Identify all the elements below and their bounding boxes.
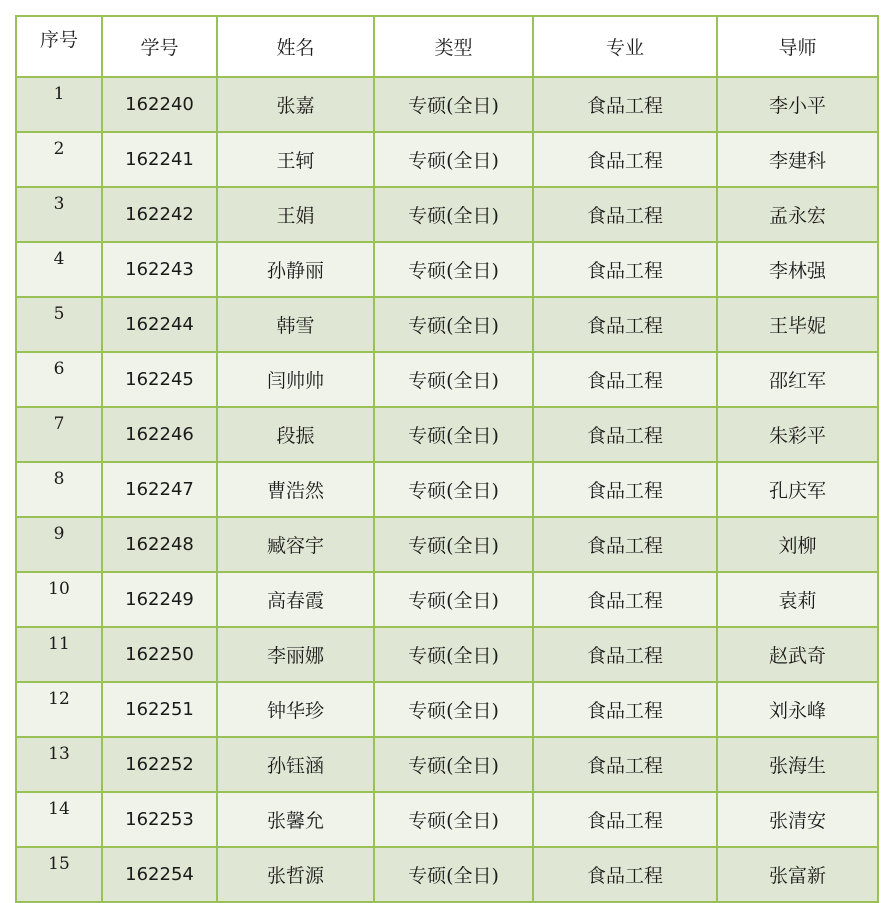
type-cell: 专硕(全日) xyxy=(374,407,533,462)
advisor-cell: 李建科 xyxy=(717,132,878,187)
type-cell: 专硕(全日) xyxy=(374,517,533,572)
table-row xyxy=(16,352,878,407)
header-cell-type: 类型 xyxy=(374,16,533,77)
student-id-cell: 162241 xyxy=(102,132,217,187)
table-row xyxy=(16,407,878,462)
seq-cell: 6 xyxy=(16,352,102,407)
advisor-cell: 刘柳 xyxy=(717,517,878,572)
student-id-cell: 162242 xyxy=(102,187,217,242)
type-cell: 专硕(全日) xyxy=(374,352,533,407)
major-cell: 食品工程 xyxy=(533,77,717,132)
type-cell: 专硕(全日) xyxy=(374,242,533,297)
major-cell: 食品工程 xyxy=(533,847,717,902)
name-cell: 闫帅帅 xyxy=(217,352,374,407)
header-cell-advisor: 导师 xyxy=(717,16,878,77)
major-cell: 食品工程 xyxy=(533,407,717,462)
major-cell: 食品工程 xyxy=(533,132,717,187)
type-cell: 专硕(全日) xyxy=(374,462,533,517)
seq-cell: 10 xyxy=(16,572,102,627)
major-cell: 食品工程 xyxy=(533,242,717,297)
major-cell: 食品工程 xyxy=(533,517,717,572)
table-row xyxy=(16,242,878,297)
student-id-cell: 162248 xyxy=(102,517,217,572)
advisor-cell: 赵武奇 xyxy=(717,627,878,682)
seq-cell: 5 xyxy=(16,297,102,352)
seq-cell: 1 xyxy=(16,77,102,132)
student-id-cell: 162245 xyxy=(102,352,217,407)
advisor-cell: 袁莉 xyxy=(717,572,878,627)
name-cell: 李丽娜 xyxy=(217,627,374,682)
name-cell: 王轲 xyxy=(217,132,374,187)
major-cell: 食品工程 xyxy=(533,352,717,407)
student-id-cell: 162250 xyxy=(102,627,217,682)
type-cell: 专硕(全日) xyxy=(374,187,533,242)
student-id-cell: 162247 xyxy=(102,462,217,517)
header-cell-seq: 序号 xyxy=(16,16,102,77)
advisor-cell: 李林强 xyxy=(717,242,878,297)
type-cell: 专硕(全日) xyxy=(374,682,533,737)
student-table-container xyxy=(15,15,879,903)
type-cell: 专硕(全日) xyxy=(374,132,533,187)
table-body xyxy=(16,77,878,902)
seq-cell: 12 xyxy=(16,682,102,737)
type-cell: 专硕(全日) xyxy=(374,297,533,352)
name-cell: 张嘉 xyxy=(217,77,374,132)
header-cell-name: 姓名 xyxy=(217,16,374,77)
name-cell: 孙静丽 xyxy=(217,242,374,297)
major-cell: 食品工程 xyxy=(533,462,717,517)
table-row xyxy=(16,132,878,187)
major-cell: 食品工程 xyxy=(533,297,717,352)
student-id-cell: 162243 xyxy=(102,242,217,297)
table-row xyxy=(16,517,878,572)
table-row xyxy=(16,737,878,792)
type-cell: 专硕(全日) xyxy=(374,627,533,682)
header-row xyxy=(16,16,878,77)
table-row xyxy=(16,682,878,737)
student-id-cell: 162249 xyxy=(102,572,217,627)
advisor-cell: 邵红军 xyxy=(717,352,878,407)
header-cell-major: 专业 xyxy=(533,16,717,77)
name-cell: 孙钰涵 xyxy=(217,737,374,792)
seq-cell: 9 xyxy=(16,517,102,572)
name-cell: 段振 xyxy=(217,407,374,462)
advisor-cell: 张富新 xyxy=(717,847,878,902)
advisor-cell: 刘永峰 xyxy=(717,682,878,737)
major-cell: 食品工程 xyxy=(533,627,717,682)
student-id-cell: 162251 xyxy=(102,682,217,737)
student-id-cell: 162254 xyxy=(102,847,217,902)
student-id-cell: 162252 xyxy=(102,737,217,792)
student-id-cell: 162253 xyxy=(102,792,217,847)
advisor-cell: 朱彩平 xyxy=(717,407,878,462)
name-cell: 曹浩然 xyxy=(217,462,374,517)
type-cell: 专硕(全日) xyxy=(374,572,533,627)
seq-cell: 4 xyxy=(16,242,102,297)
type-cell: 专硕(全日) xyxy=(374,847,533,902)
table-row xyxy=(16,792,878,847)
major-cell: 食品工程 xyxy=(533,187,717,242)
seq-cell: 14 xyxy=(16,792,102,847)
name-cell: 高春霞 xyxy=(217,572,374,627)
type-cell: 专硕(全日) xyxy=(374,77,533,132)
seq-cell: 2 xyxy=(16,132,102,187)
type-cell: 专硕(全日) xyxy=(374,737,533,792)
name-cell: 张馨允 xyxy=(217,792,374,847)
advisor-cell: 孟永宏 xyxy=(717,187,878,242)
seq-cell: 3 xyxy=(16,187,102,242)
student-id-cell: 162240 xyxy=(102,77,217,132)
name-cell: 韩雪 xyxy=(217,297,374,352)
advisor-cell: 李小平 xyxy=(717,77,878,132)
table-row xyxy=(16,297,878,352)
advisor-cell: 孔庆军 xyxy=(717,462,878,517)
student-id-cell: 162244 xyxy=(102,297,217,352)
advisor-cell: 张海生 xyxy=(717,737,878,792)
table-row xyxy=(16,77,878,132)
table-row xyxy=(16,847,878,902)
advisor-cell: 张清安 xyxy=(717,792,878,847)
table-header xyxy=(16,16,878,77)
major-cell: 食品工程 xyxy=(533,572,717,627)
advisor-cell: 王毕妮 xyxy=(717,297,878,352)
major-cell: 食品工程 xyxy=(533,792,717,847)
table-row xyxy=(16,627,878,682)
major-cell: 食品工程 xyxy=(533,737,717,792)
student-id-cell: 162246 xyxy=(102,407,217,462)
seq-cell: 8 xyxy=(16,462,102,517)
seq-cell: 11 xyxy=(16,627,102,682)
seq-cell: 7 xyxy=(16,407,102,462)
name-cell: 张哲源 xyxy=(217,847,374,902)
seq-cell: 15 xyxy=(16,847,102,902)
table-row xyxy=(16,187,878,242)
seq-cell: 13 xyxy=(16,737,102,792)
name-cell: 钟华珍 xyxy=(217,682,374,737)
table-row xyxy=(16,572,878,627)
student-table xyxy=(15,15,879,903)
name-cell: 臧容宇 xyxy=(217,517,374,572)
type-cell: 专硕(全日) xyxy=(374,792,533,847)
major-cell: 食品工程 xyxy=(533,682,717,737)
name-cell: 王娟 xyxy=(217,187,374,242)
header-cell-student-id: 学号 xyxy=(102,16,217,77)
table-row xyxy=(16,462,878,517)
